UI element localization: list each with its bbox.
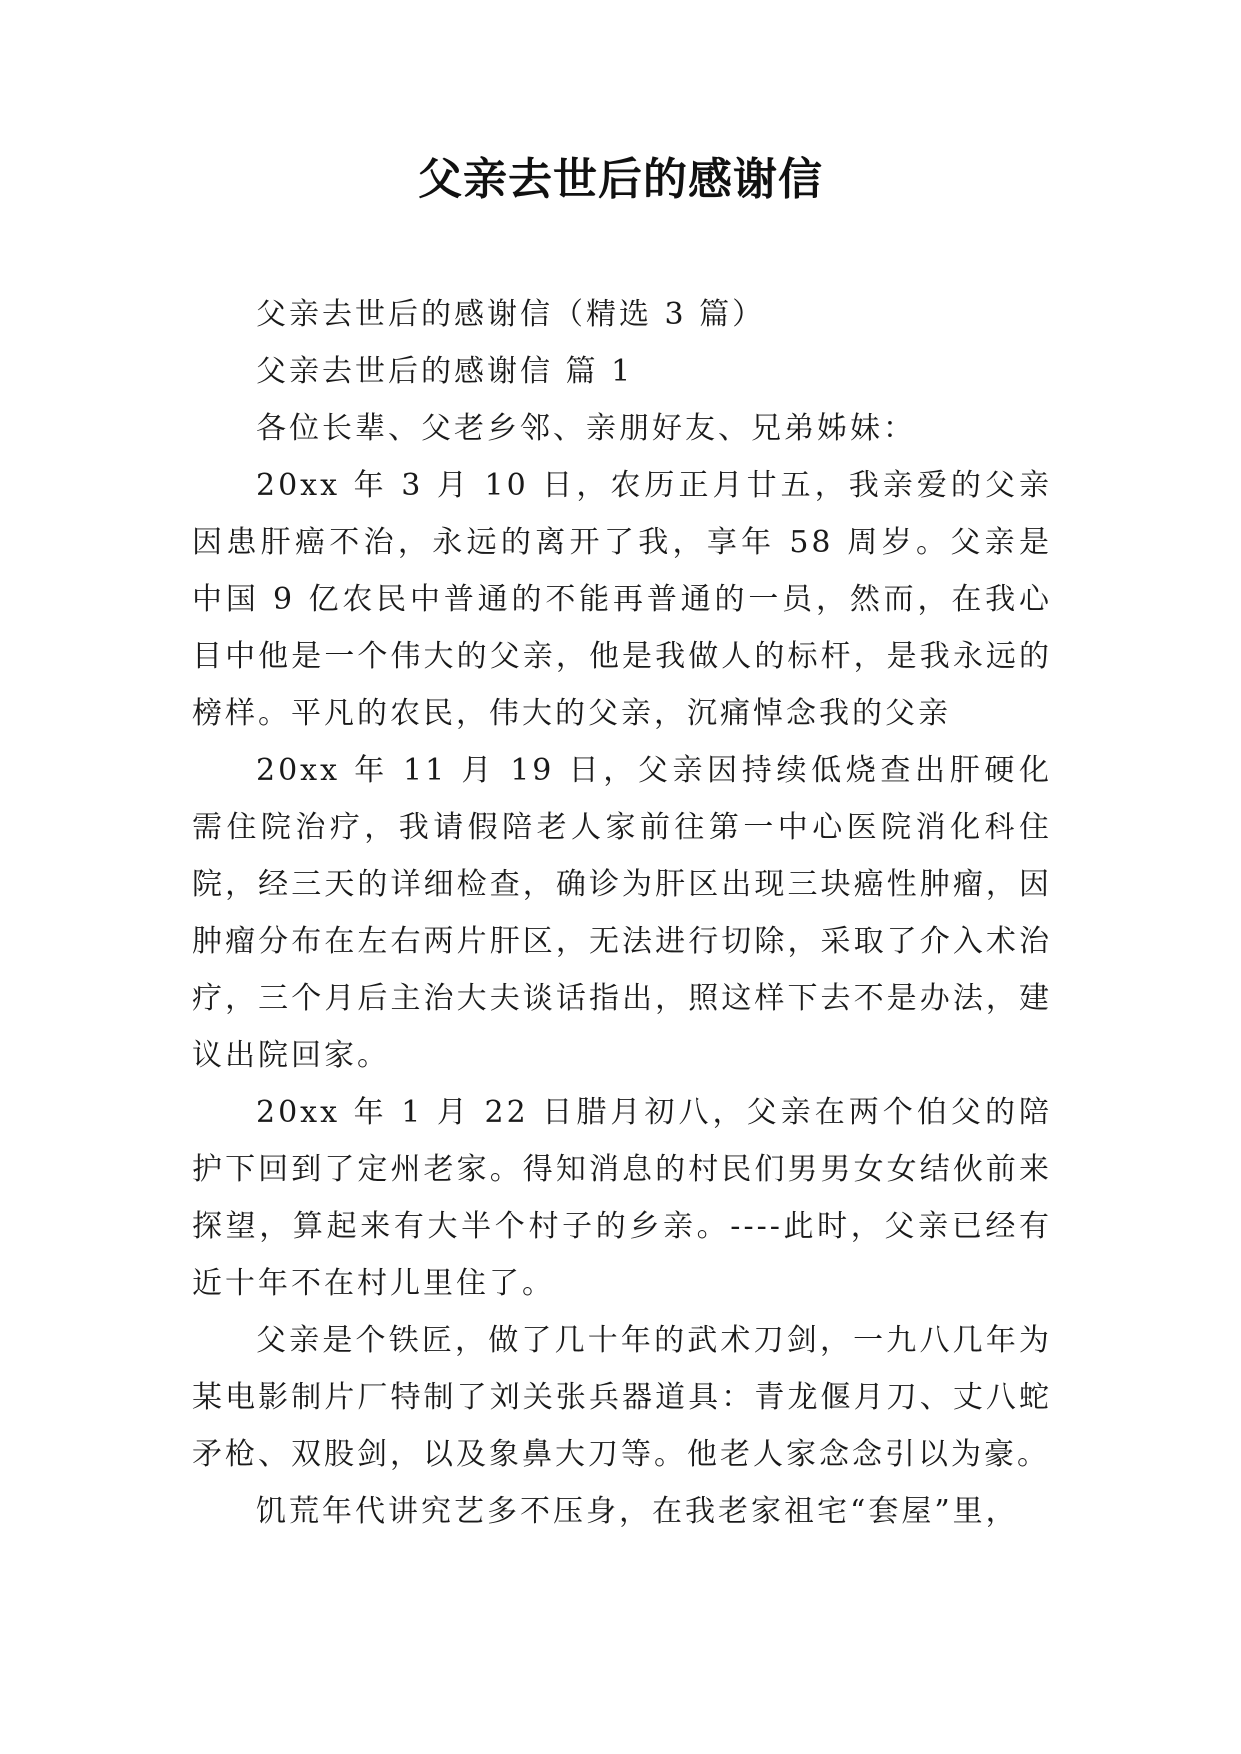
paragraph: 父亲是个铁匠，做了几十年的武术刀剑，一九八几年为某电影制片厂特制了刘关张兵器道具：青龙偃月刀、丈八蛇矛枪、双股剑，以及象鼻大刀等。他老人家念念引以为豪。 [192,1323,1052,1472]
document-body [192,286,1052,1540]
document-title: 父亲去世后的感谢信 [418,154,823,205]
paragraph: 20xx 年 3 月 10 日，农历正月廿五，我亲爱的父亲因患肝癌不治，永远的离开了我，享年 58 周岁。父亲是中国 9 亿农民中普通的不能再普通的一员，然而，在我心目中他是一个伟大的父亲，他是我做人的标杆，是我永远的榜样。平凡的农民，伟大的父亲，沉痛悼念我的父亲 [192,468,1052,731]
paragraph-salutation: 各位长辈、父老乡邻、亲朋好友、兄弟姊妹： [256,411,916,446]
paragraph: 20xx 年 1 月 22 日腊月初八，父亲在两个伯父的陪护下回到了定州老家。得知消息的村民们男男女女结伙前来探望，算起来有大半个村子的乡亲。----此时，父亲已经有近十年不在村儿里住了。 [192,1095,1052,1301]
paragraph-subtitle: 父亲去世后的感谢信（精选 3 篇） [256,297,766,332]
paragraph: 20xx 年 11 月 19 日，父亲因持续低烧查出肝硬化需住院治疗，我请假陪老人家前往第一中心医院消化科住院，经三天的详细检查，确诊为肝区出现三块癌性肿瘤，因肿瘤分布在左右两片肝区，无法进行切除，采取了介入术治疗，三个月后主治大夫谈话指出，照这样下去不是办法，建议出院回家。 [192,753,1052,1073]
paragraph-section-heading: 父亲去世后的感谢信 篇 1 [256,354,634,389]
paragraph: 饥荒年代讲究艺多不压身，在我老家祖宅“套屋”里， [256,1494,1019,1529]
